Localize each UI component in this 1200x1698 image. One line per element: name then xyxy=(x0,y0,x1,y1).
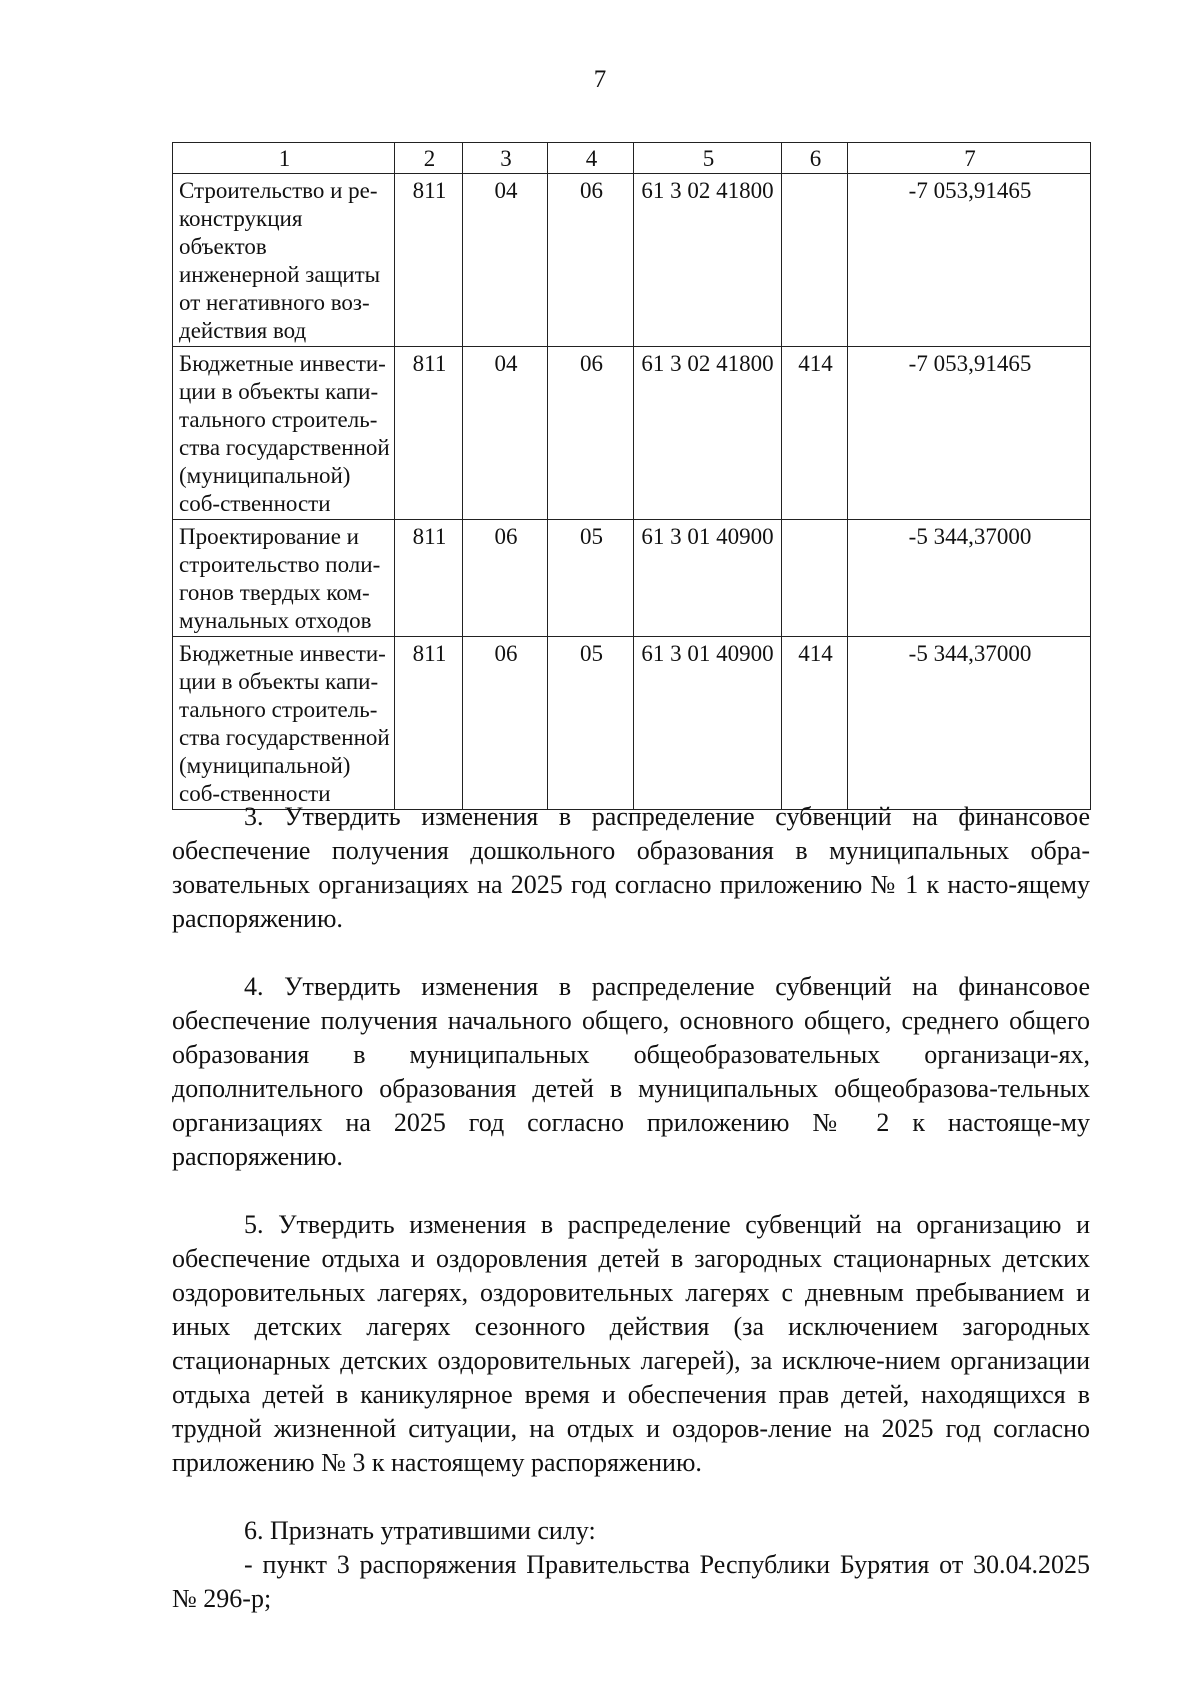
expense-type-cell xyxy=(782,174,848,347)
ministry-code-cell: 811 xyxy=(395,637,463,810)
section-cell: 04 xyxy=(463,347,548,520)
expense-name-cell: Бюджетные инвести-ции в объекты капи-тального строитель-ства государственной (муниципальной) соб-ственности xyxy=(173,347,395,520)
column-header-4: 4 xyxy=(548,143,634,174)
section-cell: 06 xyxy=(463,520,548,637)
ministry-code-cell: 811 xyxy=(395,520,463,637)
subsection-cell: 05 xyxy=(548,637,634,810)
page-number: 7 xyxy=(593,66,607,93)
expense-name-cell: Бюджетные инвести-ции в объекты капи-тального строитель-ства государственной (муниципальной) соб-ственности xyxy=(173,637,395,810)
column-header-5: 5 xyxy=(634,143,782,174)
section-cell: 04 xyxy=(463,174,548,347)
ministry-code-cell: 811 xyxy=(395,347,463,520)
section-cell: 06 xyxy=(463,637,548,810)
expense-name-cell: Проектирование и строительство поли-гонов твердых ком-мунальных отходов xyxy=(173,520,395,637)
paragraph-4: 4. Утвердить изменения в распределение субвенций на финансовое обеспечение получения начального общего, основного общего, среднего общего образования в муниципальных общеобразовательных организаци-ях, дополнительного образования детей в муниципальных общеобразова-тельных организациях на 2025 год согласно приложению № 2 к настояще-му распоряжению. xyxy=(172,972,1090,1171)
column-header-6: 6 xyxy=(782,143,848,174)
table-row xyxy=(173,637,1091,810)
target-article-cell: 61 3 02 41800 xyxy=(634,347,782,520)
amount-cell: -5 344,37000 xyxy=(848,637,1091,810)
amount-cell: -5 344,37000 xyxy=(848,520,1091,637)
column-header-7: 7 xyxy=(848,143,1091,174)
subsection-cell: 06 xyxy=(548,174,634,347)
expense-type-cell: 414 xyxy=(782,637,848,810)
paragraph-3: 3. Утвердить изменения в распределение субвенций на финансовое обеспечение получения дошкольного образования в муниципальных обра-зовательных организациях на 2025 год согласно приложению № 1 к насто-ящему распоряжению. xyxy=(172,802,1090,933)
column-header-3: 3 xyxy=(463,143,548,174)
column-header-2: 2 xyxy=(395,143,463,174)
table-row xyxy=(173,520,1091,637)
paragraph-6: 6. Признать утратившими силу: xyxy=(244,1516,596,1545)
ministry-code-cell: 811 xyxy=(395,174,463,347)
target-article-cell: 61 3 01 40900 xyxy=(634,520,782,637)
column-header-1: 1 xyxy=(173,143,395,174)
expense-type-cell xyxy=(782,520,848,637)
target-article-cell: 61 3 02 41800 xyxy=(634,174,782,347)
repeal-list-item: - пункт 3 распоряжения Правительства Республики Бурятия от 30.04.2025 № 296-р; xyxy=(172,1550,1090,1613)
table-row xyxy=(173,347,1091,520)
amount-cell: -7 053,91465 xyxy=(848,174,1091,347)
table-row xyxy=(173,174,1091,347)
subsection-cell: 05 xyxy=(548,520,634,637)
budget-table xyxy=(172,142,1091,810)
document-body xyxy=(172,800,1090,1616)
target-article-cell: 61 3 01 40900 xyxy=(634,637,782,810)
table-header-row xyxy=(173,143,1091,174)
subsection-cell: 06 xyxy=(548,347,634,520)
expense-type-cell: 414 xyxy=(782,347,848,520)
expense-name-cell: Строительство и ре-конструкция объектов инженерной защиты от негативного воз-действия вод xyxy=(173,174,395,347)
paragraph-5: 5. Утвердить изменения в распределение субвенций на организацию и обеспечение отдыха и оздоровления детей в загородных стационарных детских оздоровительных лагерях, оздоровительных лагерях с дневным пребыванием и иных детских лагерях сезонного действия (за исключением загородных стационарных детских оздоровительных лагерей), за исключе-нием организации отдыха детей в каникулярное время и обеспечения прав детей, находящихся в трудной жизненной ситуации, на отдых и оздоров-ление на 2025 год согласно приложению № 3 к настоящему распоряжению. xyxy=(172,1210,1090,1477)
amount-cell: -7 053,91465 xyxy=(848,347,1091,520)
